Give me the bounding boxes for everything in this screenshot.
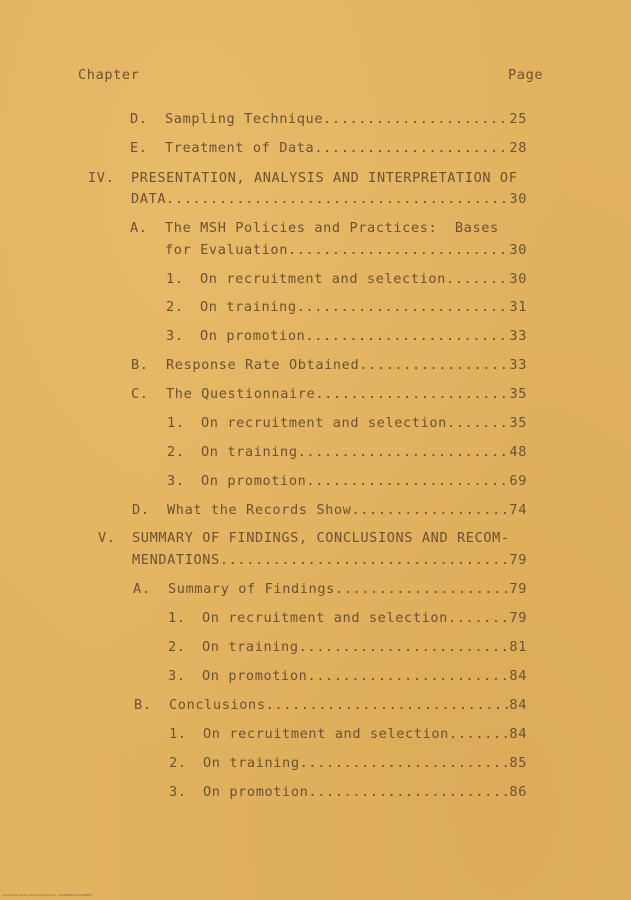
toc-entry-text: On recruitment and selection <box>203 726 449 742</box>
toc-entry-label: A. <box>130 220 148 236</box>
leader-dots <box>297 299 510 315</box>
toc-entry-page: 30 <box>509 271 527 287</box>
toc-entry-label: D. <box>132 502 150 518</box>
chapter-heading: Chapter <box>78 67 140 83</box>
toc-entry-page: 28 <box>509 140 527 156</box>
toc-entry-page: 33 <box>509 328 527 344</box>
toc-entry <box>165 111 527 127</box>
toc-entry-label: 1. <box>168 610 186 626</box>
leader-dots <box>220 552 510 568</box>
leader-dots <box>449 726 509 742</box>
toc-entry-text: On recruitment and selection <box>200 271 446 287</box>
toc-entry <box>168 581 527 597</box>
toc-entry <box>166 357 527 373</box>
toc-entry-label: A. <box>133 581 151 597</box>
leader-dots <box>359 357 509 373</box>
toc-entry-page: 33 <box>509 357 527 373</box>
toc-entry-text: On training <box>201 444 298 460</box>
toc-entry-text: On training <box>203 755 300 771</box>
leader-dots <box>323 111 509 127</box>
toc-entry <box>131 191 527 207</box>
leader-dots <box>448 610 509 626</box>
toc-entry <box>167 502 527 518</box>
toc-entry <box>200 328 527 344</box>
toc-entry-text: Conclusions <box>169 697 266 713</box>
toc-entry <box>169 697 527 713</box>
toc-entry-text: DATA <box>131 191 167 207</box>
toc-entry <box>202 639 527 655</box>
toc-entry-text: On promotion <box>200 328 306 344</box>
toc-entry-label: 2. <box>168 639 186 655</box>
toc-entry-text: The Questionnaire <box>166 386 316 402</box>
toc-entry-label: 1. <box>167 415 185 431</box>
toc-chapter-label: V. <box>98 530 116 546</box>
toc-entry-page: 79 <box>509 581 527 597</box>
toc-entry-text: On promotion <box>201 473 307 489</box>
leader-dots <box>351 502 509 518</box>
leader-dots <box>305 328 509 344</box>
toc-entry <box>132 552 527 568</box>
toc-chapter-title: PRESENTATION, ANALYSIS AND INTERPRETATION OF <box>131 170 518 186</box>
toc-entry-label: 1. <box>166 271 184 287</box>
toc-entry-label: 2. <box>166 299 184 315</box>
toc-entry-label: 3. <box>167 473 185 489</box>
leader-dots <box>446 271 509 287</box>
toc-entry-text: Summary of Findings <box>168 581 335 597</box>
toc-entry-label: E. <box>130 140 148 156</box>
leader-dots <box>288 242 509 258</box>
toc-entry <box>200 271 527 287</box>
toc-entry <box>201 444 527 460</box>
leader-dots <box>299 639 510 655</box>
toc-entry <box>203 726 527 742</box>
toc-entry-page: 86 <box>509 784 527 800</box>
toc-entry-text: On promotion <box>202 668 308 684</box>
toc-entry <box>166 386 527 402</box>
leader-dots <box>300 755 510 771</box>
leader-dots <box>315 386 509 402</box>
toc-entry-text: What the Records Show <box>167 502 352 518</box>
toc-entry-label: B. <box>131 357 149 373</box>
leader-dots <box>266 697 510 713</box>
toc-entry <box>165 140 527 156</box>
toc-entry-page: 85 <box>509 755 527 771</box>
toc-entry-page: 69 <box>509 473 527 489</box>
toc-chapter-title: SUMMARY OF FINDINGS, CONCLUSIONS AND RECOM- <box>132 530 510 546</box>
toc-entry <box>202 610 527 626</box>
toc-entry-label: 2. <box>167 444 185 460</box>
toc-entry <box>203 755 527 771</box>
toc-entry-text: On recruitment and selection <box>201 415 447 431</box>
toc-entry-page: 84 <box>509 726 527 742</box>
leader-dots <box>306 473 509 489</box>
toc-entry-text: On recruitment and selection <box>202 610 448 626</box>
toc-entry <box>202 668 527 684</box>
toc-entry-page: 30 <box>509 242 527 258</box>
leader-dots <box>447 415 509 431</box>
toc-entry-page: 74 <box>509 502 527 518</box>
toc-entry-label: 3. <box>168 668 186 684</box>
toc-entry <box>201 473 527 489</box>
toc-entry-page: 48 <box>509 444 527 460</box>
toc-entry-page: 79 <box>509 610 527 626</box>
toc-entry-label: 2. <box>169 755 187 771</box>
leader-dots <box>298 444 510 460</box>
leader-dots <box>335 581 510 597</box>
toc-entry <box>200 299 527 315</box>
toc-entry-text: Treatment of Data <box>165 140 315 156</box>
toc-entry <box>201 415 527 431</box>
toc-entry-page: 81 <box>509 639 527 655</box>
toc-entry-page: 84 <box>509 668 527 684</box>
toc-entry-text: On training <box>200 299 297 315</box>
toc-entry-label: 3. <box>169 784 187 800</box>
page-heading: Page <box>508 67 544 83</box>
toc-entry-page: 35 <box>509 415 527 431</box>
toc-entry-label: 3. <box>166 328 184 344</box>
toc-entry-title: The MSH Policies and Practices: Bases <box>165 220 499 236</box>
toc-entry-page: 30 <box>509 191 527 207</box>
toc-entry-text: for Evaluation <box>165 242 288 258</box>
leader-dots <box>166 191 509 207</box>
leader-dots <box>307 668 509 684</box>
toc-chapter-label: IV. <box>88 170 115 186</box>
toc-entry-label: B. <box>134 697 152 713</box>
toc-entry-text: Response Rate Obtained <box>166 357 360 373</box>
toc-entry-text: Sampling Technique <box>165 111 324 127</box>
toc-entry-page: 25 <box>509 111 527 127</box>
leader-dots <box>314 140 509 156</box>
toc-entry-text: MENDATIONS <box>132 552 220 568</box>
toc-entry-text: On training <box>202 639 299 655</box>
toc-entry-page: 79 <box>509 552 527 568</box>
toc-entry-page: 35 <box>509 386 527 402</box>
scan-footer-text: University Library of the Philippines · SCANNED DOCUMENT <box>2 893 92 897</box>
toc-entry <box>203 784 527 800</box>
toc-entry-label: 1. <box>169 726 187 742</box>
toc-entry-label: D. <box>130 111 148 127</box>
leader-dots <box>308 784 509 800</box>
toc-entry-label: C. <box>131 386 149 402</box>
toc-entry-page: 84 <box>509 697 527 713</box>
toc-entry-page: 31 <box>509 299 527 315</box>
toc-entry-text: On promotion <box>203 784 309 800</box>
toc-entry <box>165 242 527 258</box>
